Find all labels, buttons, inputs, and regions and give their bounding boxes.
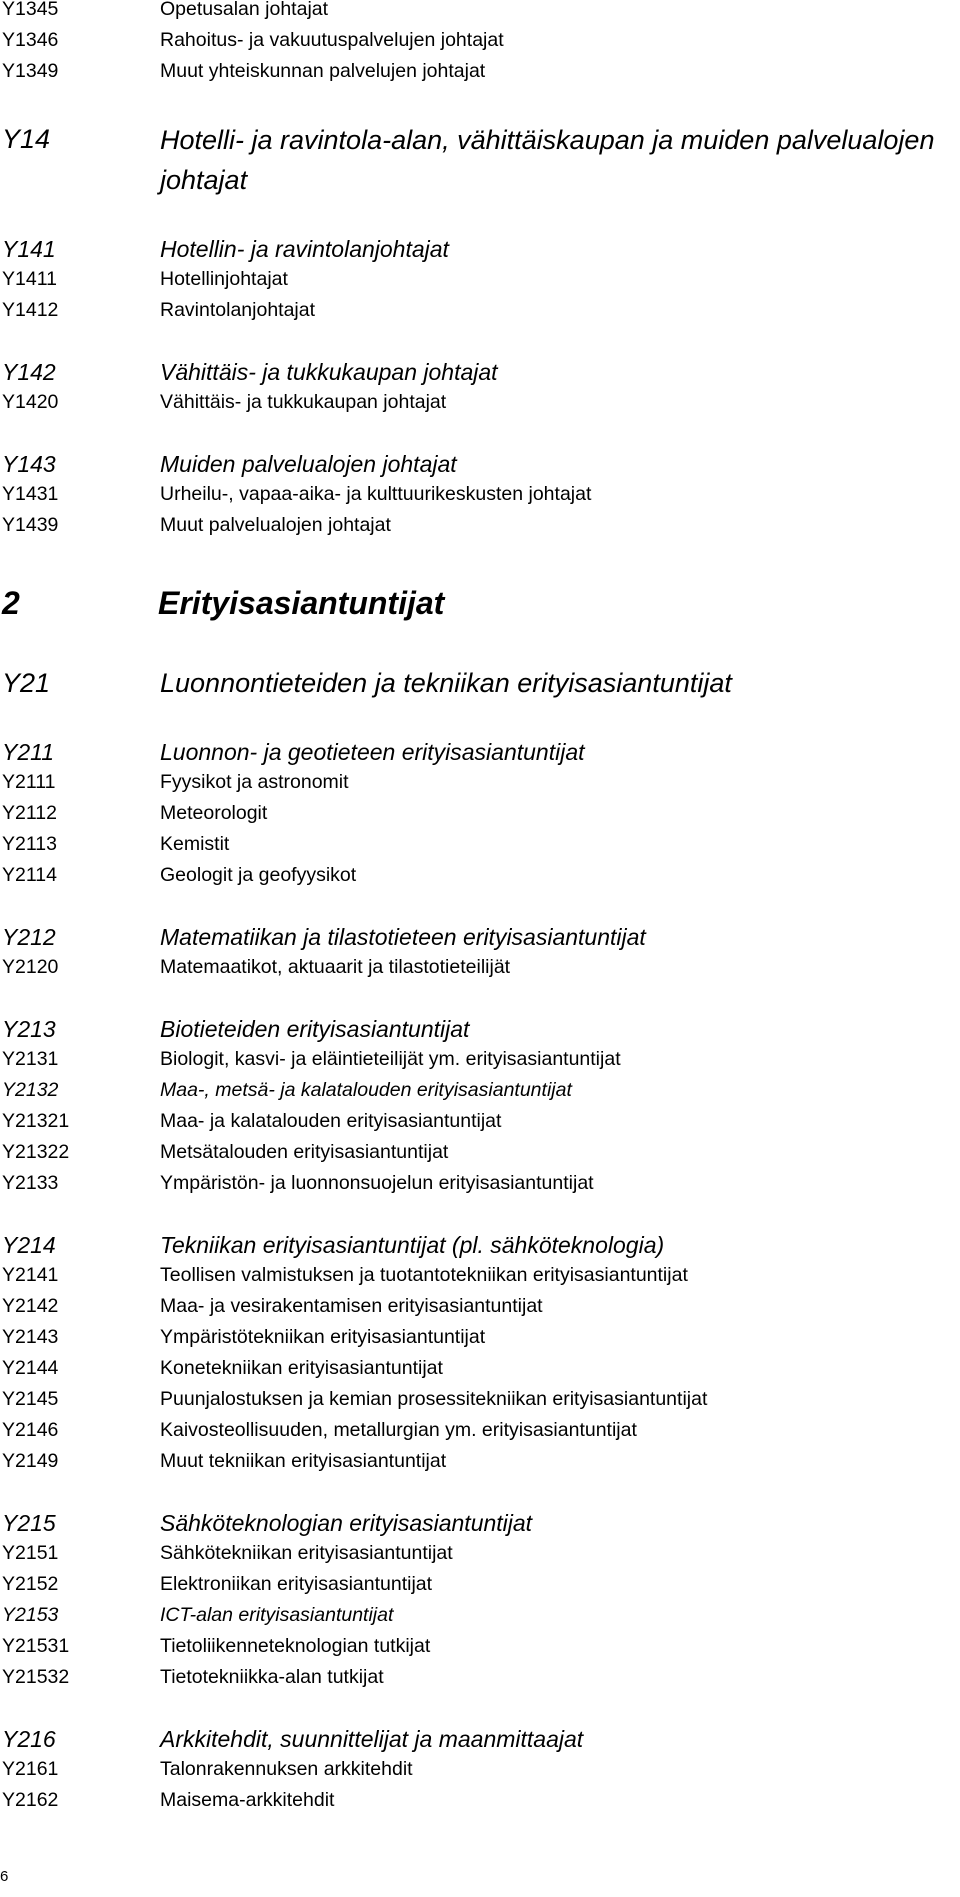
class-code: Y1345: [2, 0, 59, 20]
class-code: Y2162: [2, 1789, 59, 1811]
class-title: Muut yhteiskunnan palvelujen johtajat: [160, 60, 486, 82]
class-title: Maa- ja kalatalouden erityisasiantuntijat: [160, 1110, 502, 1132]
class-title: Maisema-arkkitehdit: [160, 1789, 335, 1811]
subgroup-title: Matematiikan ja tilastotieteen erityisasiantuntijat: [160, 924, 646, 950]
class-title: Maa-, metsä- ja kalatalouden erityisasiantuntijat: [160, 1079, 572, 1101]
class-code: Y2145: [2, 1388, 59, 1410]
subgroup-code: Y211: [2, 739, 55, 765]
class-code: Y2131: [2, 1048, 59, 1070]
subgroup-code: Y141: [2, 236, 56, 262]
class-code: Y2142: [2, 1295, 59, 1317]
class-code: Y2132: [2, 1079, 59, 1101]
class-code: Y1349: [2, 60, 59, 82]
subgroup-title: Arkkitehdit, suunnittelijat ja maanmittaajat: [160, 1726, 584, 1752]
class-title: Tietotekniikka-alan tutkijat: [160, 1666, 384, 1688]
class-code: Y2111: [2, 771, 56, 793]
subgroup-code: Y213: [2, 1016, 56, 1042]
class-title: Kemistit: [160, 833, 230, 855]
class-title: Puunjalostuksen ja kemian prosessitekniikan erityisasiantuntijat: [160, 1388, 708, 1410]
class-title: Konetekniikan erityisasiantuntijat: [160, 1357, 443, 1379]
class-title: ICT-alan erityisasiantuntijat: [160, 1604, 394, 1626]
class-title: Hotellinjohtajat: [160, 268, 288, 290]
class-code: Y2153: [2, 1604, 59, 1626]
class-code: Y2141: [2, 1264, 59, 1286]
class-title: Geologit ja geofyysikot: [160, 864, 357, 886]
class-code: Y21322: [2, 1141, 70, 1163]
class-code: Y21532: [2, 1666, 70, 1688]
class-title: Biologit, kasvi- ja eläintieteilijät ym. erityisasiantuntijat: [160, 1048, 621, 1070]
class-code: Y1431: [2, 483, 59, 505]
class-title: Talonrakennuksen arkkitehdit: [160, 1758, 413, 1780]
class-title: Ympäristön- ja luonnonsuojelun erityisasiantuntijat: [160, 1172, 594, 1194]
subgroup-title: Hotellin- ja ravintolanjohtajat: [160, 236, 449, 262]
group-title: Luonnontieteiden ja tekniikan erityisasiantuntijat: [160, 668, 732, 698]
class-code: Y2114: [2, 864, 57, 886]
class-code: Y1411: [2, 268, 57, 290]
class-code: Y2152: [2, 1573, 59, 1595]
class-title: Sähkötekniikan erityisasiantuntijat: [160, 1542, 453, 1564]
subgroup-code: Y143: [2, 451, 56, 477]
main-class-title: Erityisasiantuntijat: [158, 585, 445, 621]
class-code: Y2120: [2, 956, 59, 978]
subgroup-title: Vähittäis- ja tukkukaupan johtajat: [160, 359, 498, 385]
page-number: 6: [0, 1868, 9, 1885]
class-code: Y2149: [2, 1450, 59, 1472]
class-code: Y2144: [2, 1357, 59, 1379]
class-title: Opetusalan johtajat: [160, 0, 329, 20]
class-code: Y2151: [2, 1542, 59, 1564]
class-title: Tietoliikenneteknologian tutkijat: [160, 1635, 431, 1657]
subgroup-code: Y212: [2, 924, 56, 950]
class-title: Ravintolanjohtajat: [160, 299, 316, 321]
class-title: Teollisen valmistuksen ja tuotantotekniikan erityisasiantuntijat: [160, 1264, 688, 1286]
subgroup-code: Y142: [2, 359, 56, 385]
class-code: Y2143: [2, 1326, 59, 1348]
subgroup-title: Luonnon- ja geotieteen erityisasiantuntijat: [160, 739, 585, 765]
class-code: Y21531: [2, 1635, 70, 1657]
class-title: Metsätalouden erityisasiantuntijat: [160, 1141, 449, 1163]
class-title: Ympäristötekniikan erityisasiantuntijat: [160, 1326, 486, 1348]
subgroup-code: Y215: [2, 1510, 56, 1536]
subgroup-code: Y216: [2, 1726, 56, 1752]
class-title: Meteorologit: [160, 802, 268, 824]
class-code: Y2113: [2, 833, 57, 855]
class-code: Y1439: [2, 514, 59, 536]
subgroup-title: Muiden palvelualojen johtajat: [160, 451, 457, 477]
class-code: Y2112: [2, 802, 57, 824]
subgroup-code: Y214: [2, 1232, 56, 1258]
class-title: Vähittäis- ja tukkukaupan johtajat: [160, 391, 447, 413]
class-code: Y2146: [2, 1419, 59, 1441]
main-class-code: 2: [2, 585, 20, 621]
subgroup-title: Sähköteknologian erityisasiantuntijat: [160, 1510, 533, 1536]
class-code: Y1420: [2, 391, 59, 413]
class-code: Y21321: [2, 1110, 70, 1132]
class-title: Rahoitus- ja vakuutuspalvelujen johtajat: [160, 29, 504, 51]
class-code: Y1346: [2, 29, 59, 51]
class-code: Y2133: [2, 1172, 59, 1194]
group-title: Hotelli- ja ravintola-alan, vähittäiskaupan ja muiden palvelualojen johtajat: [160, 125, 935, 195]
class-title: Maa- ja vesirakentamisen erityisasiantuntijat: [160, 1295, 543, 1317]
group-code: Y14: [2, 124, 51, 154]
class-title: Muut tekniikan erityisasiantuntijat: [160, 1450, 447, 1472]
class-title: Urheilu-, vapaa-aika- ja kulttuurikeskusten johtajat: [160, 483, 592, 505]
class-title: Fyysikot ja astronomit: [160, 771, 349, 793]
subgroup-title: Tekniikan erityisasiantuntijat (pl. sähköteknologia): [160, 1232, 665, 1258]
group-code: Y21: [2, 668, 51, 698]
class-code: Y2161: [2, 1758, 59, 1780]
class-code: Y1412: [2, 299, 59, 321]
class-title: Elektroniikan erityisasiantuntijat: [160, 1573, 433, 1595]
class-title: Kaivosteollisuuden, metallurgian ym. erityisasiantuntijat: [160, 1419, 637, 1441]
class-title: Matemaatikot, aktuaarit ja tilastotieteilijät: [160, 956, 511, 978]
subgroup-title: Biotieteiden erityisasiantuntijat: [160, 1016, 470, 1042]
class-title: Muut palvelualojen johtajat: [160, 514, 391, 536]
